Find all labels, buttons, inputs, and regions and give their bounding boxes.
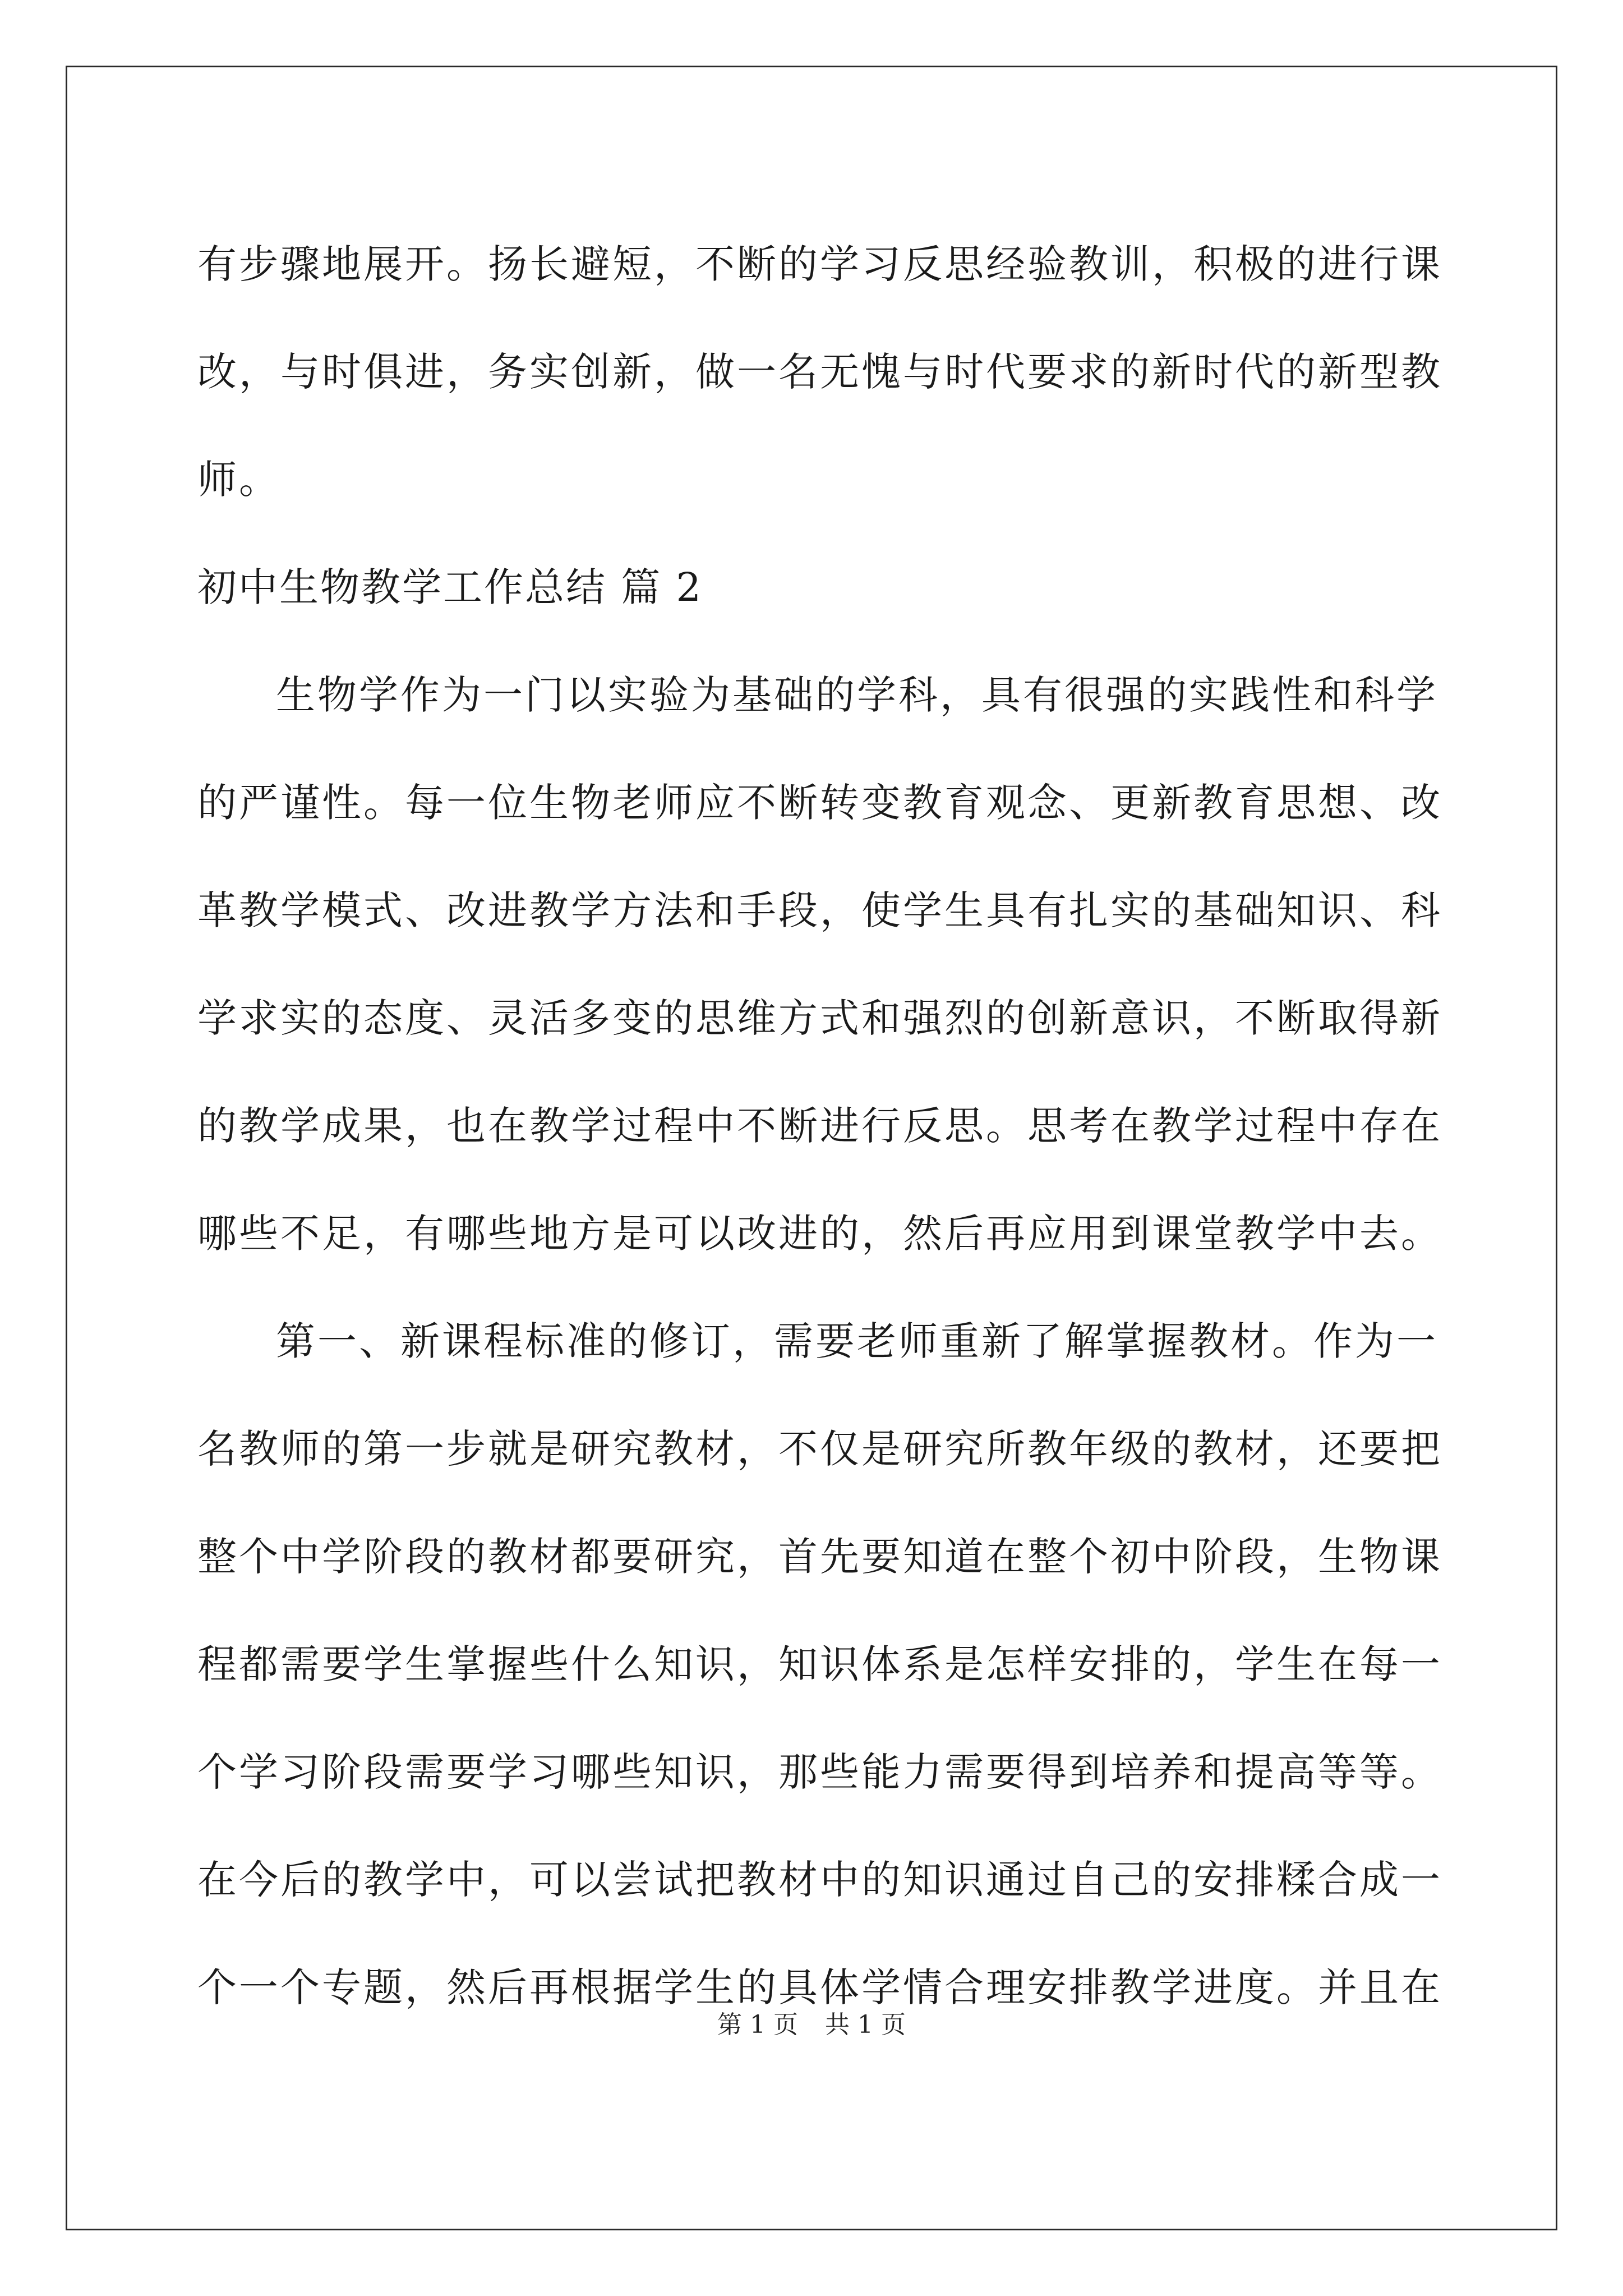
text-line: 整个中学阶段的教材都要研究，首先要知道在整个初中阶段，生物课 [197, 1534, 1442, 1580]
page-footer [0, 2008, 1623, 2042]
text-line: 在今后的教学中，可以尝试把教材中的知识通过自己的安排糅合成一 [197, 1857, 1442, 1903]
text-line: 学求实的态度、灵活多变的思维方式和强烈的创新意识，不断取得新 [197, 995, 1442, 1041]
text-line: 名教师的第一步就是研究教材，不仅是研究所教年级的教材，还要把 [197, 1426, 1442, 1472]
page-total: 共 1 页 [825, 2010, 906, 2039]
text-line: 的严谨性。每一位生物老师应不断转变教育观念、更新教育思想、改 [197, 780, 1442, 826]
text-line: 个一个专题，然后再根据学生的具体学情合理安排教学进度。并且在 [197, 1964, 1442, 2010]
text-line: 师。 [197, 457, 280, 503]
text-line: 的教学成果，也在教学过程中不断进行反思。思考在教学过程中存在 [197, 1103, 1442, 1149]
page-number: 第 1 页 [717, 2010, 798, 2039]
section-heading: 初中生物教学工作总结 篇 2 [197, 564, 703, 610]
text-line: 有步骤地展开。扬长避短，不断的学习反思经验教训，积极的进行课 [197, 241, 1442, 287]
document-body [197, 210, 1442, 2041]
text-line: 革教学模式、改进教学方法和手段，使学生具有扎实的基础知识、科 [197, 887, 1442, 933]
text-line: 改，与时俱进，务实创新，做一名无愧与时代要求的新时代的新型教 [197, 349, 1442, 395]
text-line: 个学习阶段需要学习哪些知识，那些能力需要得到培养和提高等等。 [197, 1749, 1442, 1795]
text-line: 程都需要学生掌握些什么知识，知识体系是怎样安排的，学生在每一 [197, 1641, 1442, 1687]
text-line: 第一、新课程标准的修订，需要老师重新了解掌握教材。作为一 [276, 1318, 1438, 1364]
text-line: 哪些不足，有哪些地方是可以改进的，然后再应用到课堂教学中去。 [197, 1211, 1442, 1257]
text-line: 生物学作为一门以实验为基础的学科，具有很强的实践性和科学 [276, 672, 1438, 718]
